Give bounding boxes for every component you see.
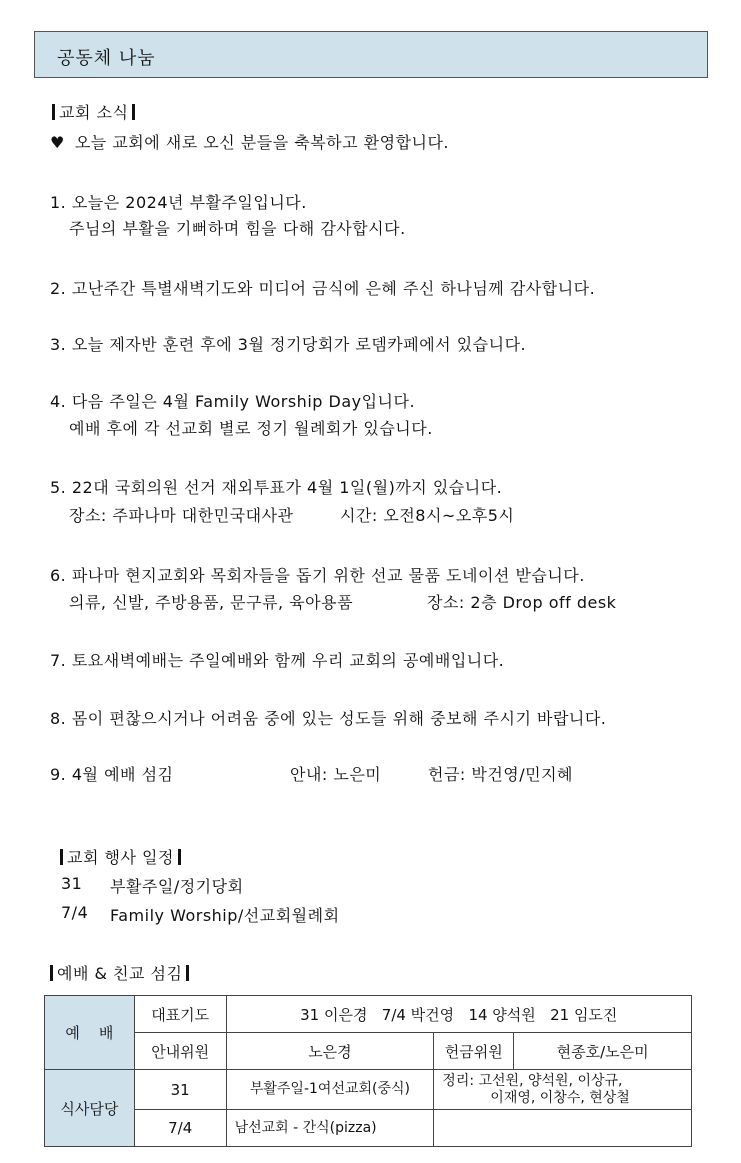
bar-left xyxy=(52,104,55,120)
meal-date: 31 xyxy=(134,1070,226,1110)
news-item-6-place: 장소: 2층 Drop off desk xyxy=(427,593,617,612)
bar-right xyxy=(186,965,189,981)
news-item-1-detail: 주님의 부활을 기뻐하며 힘을 다해 감사합시다. xyxy=(69,219,406,238)
bar-left xyxy=(60,849,63,865)
news-item-1: 1. 오늘은 2024년 부활주일입니다. xyxy=(50,193,307,212)
news-item-9-offering: 헌금: 박건영/민지혜 xyxy=(428,765,574,784)
cleanup-team xyxy=(434,1070,692,1110)
bar-left xyxy=(50,965,53,981)
news-item-4-detail: 예배 후에 각 선교회 별로 정기 월례회가 있습니다. xyxy=(69,419,433,438)
page-header xyxy=(34,31,708,78)
empty-cell xyxy=(434,1110,692,1147)
bar-right xyxy=(178,849,181,865)
event-date: 31 xyxy=(61,874,83,893)
news-item-9: 9. 4월 예배 섬김 xyxy=(50,765,174,784)
welcome-line: ♥ 오늘 교회에 새로 오신 분들을 축복하고 환영합니다. xyxy=(50,133,450,152)
event-date: 7/4 xyxy=(61,903,89,922)
news-item-7: 7. 토요새벽예배는 주일예배와 함께 우리 교회의 공예배입니다. xyxy=(50,651,505,670)
usher-value: 노은경 xyxy=(226,1033,434,1070)
meal-team: 남선교회 - 간식(pizza) xyxy=(226,1110,434,1147)
event-name: 부활주일/정기당회 xyxy=(110,877,244,896)
table-row xyxy=(45,1110,692,1147)
prayer-label: 대표기도 xyxy=(134,996,226,1033)
news-section-title: 교회 소식 xyxy=(48,100,139,123)
table-row xyxy=(45,1033,692,1070)
prayer-value: 31 이은경 7/4 박건영 14 양석원 21 임도진 xyxy=(226,996,691,1033)
news-item-9-usher: 안내: 노은미 xyxy=(290,765,382,784)
meal-date: 7/4 xyxy=(134,1110,226,1147)
heart-icon: ♥ xyxy=(50,133,65,152)
bar-right xyxy=(132,104,135,120)
cleanup-line: 이재영, 이창수, 현상철 xyxy=(490,1090,630,1106)
meal-team: 부활주일-1여선교회(중식) xyxy=(226,1070,434,1110)
news-item-6: 6. 파나마 현지교회와 목회자들을 돕기 위한 선교 물품 도네이션 받습니다. xyxy=(50,566,585,585)
news-item-8: 8. 몸이 편찮으시거나 어려움 중에 있는 성도들 위해 중보해 주시기 바랍니다. xyxy=(50,709,607,728)
cleanup-line: 정리: 고선원, 양석원, 이상규, xyxy=(442,1073,623,1089)
event-name: Family Worship/선교회월례회 xyxy=(110,906,340,925)
news-item-5-place: 장소: 주파나마 대한민국대사관 xyxy=(69,506,294,525)
table-row xyxy=(45,996,692,1033)
table-row xyxy=(45,1070,692,1110)
news-item-6-goods: 의류, 신발, 주방용품, 문구류, 육아용품 xyxy=(69,593,354,612)
worship-label: 예 배 xyxy=(45,996,135,1070)
news-item-2: 2. 고난주간 특별새벽기도와 미디어 금식에 은혜 주신 하나님께 감사합니다. xyxy=(50,279,596,298)
events-section-title: 교회 행사 일정 xyxy=(56,845,185,868)
news-item-3: 3. 오늘 제자반 훈련 후에 3월 정기당회가 로뎀카페에서 있습니다. xyxy=(50,335,527,354)
meal-label: 식사담당 xyxy=(45,1070,135,1147)
service-section-title: 예배 & 친교 섬김 xyxy=(46,961,193,984)
news-item-4: 4. 다음 주일은 4월 Family Worship Day입니다. xyxy=(50,392,416,411)
offering-value: 현종호/노은미 xyxy=(514,1033,692,1070)
news-item-5: 5. 22대 국회의원 선거 재외투표가 4월 1일(월)까지 있습니다. xyxy=(50,478,503,497)
page-title: 공동체 나눔 xyxy=(57,48,156,69)
service-table xyxy=(44,995,692,1147)
usher-label: 안내위원 xyxy=(134,1033,226,1070)
news-item-5-time: 시간: 오전8시~오후5시 xyxy=(340,506,515,525)
offering-label: 헌금위원 xyxy=(434,1033,514,1070)
